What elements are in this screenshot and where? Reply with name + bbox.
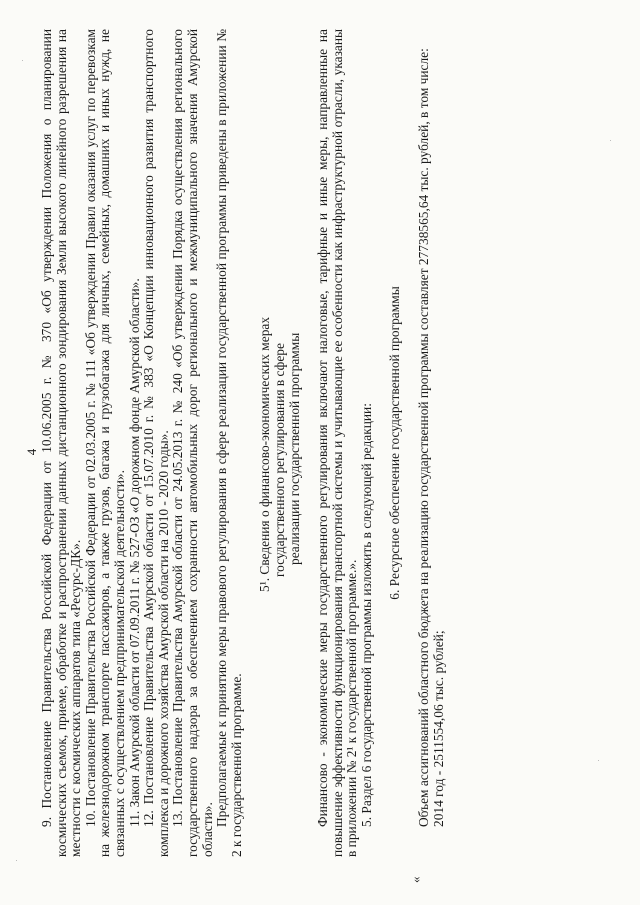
paragraph-10: 10. Постановление Правительства Российской Федерации от 02.03.2005 г. № 111 «Об утверждении Правил оказания услуг по перевозкам на железнодорожном транспорте пассажиров, а также грузов, багажа и грузобагажа для личных, семейных, домашних и иных нужд, не связанных с осуществлением предпринимательской деятельности». bbox=[82, 29, 127, 857]
section-5-1-heading bbox=[244, 29, 316, 857]
paragraph-finance: Финансово - экономические меры государственного регулирования включают налоговые, тарифные и иные меры, направленные на повышение эффективности функционирования транспортной системы и учитывающие ее особенности как инфраструктурной отрасли, указаны в приложении № 2¹ к государственной программе.». bbox=[315, 29, 360, 857]
section-6-heading: 6. Ресурсное обеспечение государственной программы bbox=[387, 286, 403, 600]
document-body bbox=[40, 29, 446, 857]
scan-speck bbox=[16, 860, 17, 861]
paragraph-measures: Предполагаемые к принятию меры правового регулирования в сфере реализации государственной программы приведены в приложении № 2 к государственной программе. bbox=[214, 29, 244, 857]
paragraph-13: 13. Постановление Правительства Амурской области от 24.05.2013 г. № 240 «Об утверждении Порядка осуществления регионального государственного надзора за обеспечением сохранности автомобильных дорог регионального и межмуниципального значения Амурской области». bbox=[170, 29, 215, 857]
paragraph-2014: 2014 год - 2511554,06 тыс. рублей; bbox=[430, 630, 446, 827]
section-5-1-line-1: 5¹. Сведения о финансово-экономических мерах bbox=[257, 316, 273, 592]
page-number: 4 bbox=[24, 448, 39, 456]
paragraph-9: 9. Постановление Правительства Российской Федерации от 10.06.2005 г. № 370 «Об утверждении Положения о планировании космических съемок, приеме, обработке и распространении данных дистанционного зондирования Земли высокого линейного разрешения на местности с космических аппаратов типа «Ресурс-ДК». bbox=[39, 29, 84, 857]
paragraph-volume: Объем ассигнований областного бюджета на реализацию государственной программы составляет 27738565,64 тыс. рублей, в том числе: bbox=[416, 48, 432, 827]
rotated-page bbox=[20, 17, 620, 887]
paragraph-12: 12. Постановление Правительства Амурской области от 15.07.2010 г. № 383 «О Концепции инновационного развития транспортного комплекса и дорожного хозяйства Амурской области на 2010 - 2020 годы». bbox=[141, 29, 171, 857]
quote-open-mark: « bbox=[408, 876, 423, 883]
section-5-1-line-3: реализации государственной программы bbox=[286, 332, 302, 565]
section-5-1-line-2: государственного регулирования в сфере bbox=[271, 343, 287, 577]
paragraph-11: 11. Закон Амурской области от 07.09.2011 г. № 527-ОЗ «О дорожном фонде Амурской области». bbox=[126, 278, 142, 827]
paragraph-section-5: 5. Раздел 6 государственной программы изложить в следующей редакции: bbox=[358, 403, 374, 827]
